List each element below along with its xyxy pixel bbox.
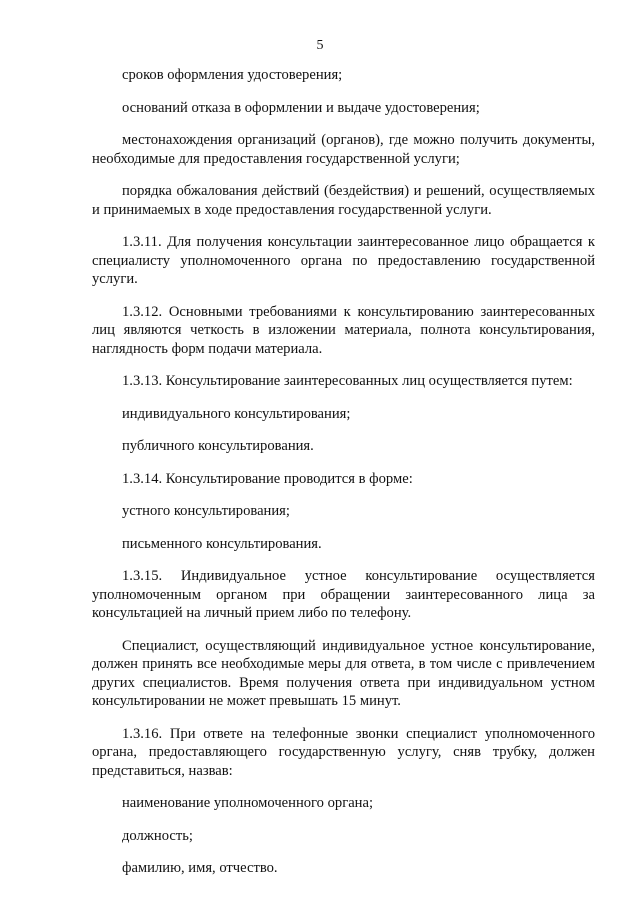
paragraph-1-3-14: 1.3.14. Консультирование проводится в форме:: [122, 470, 413, 487]
list-item: письменного консультирования.: [122, 535, 322, 552]
paragraph: Специалист, осуществляющий индивидуальное устное консультирование, должен принять все необходимые меры для ответа, в том числе с привлечением других специалистов. Время получения ответа при индивидуальном устном консультировании не может превышать 15 минут.: [92, 637, 595, 709]
list-item: оснований отказа в оформлении и выдаче удостоверения;: [122, 99, 480, 116]
document-body: [92, 66, 595, 892]
list-item: наименование уполномоченного органа;: [122, 795, 374, 811]
paragraph: порядка обжалования действий (бездействия) и решений, осуществляемых и принимаемых в ходе предоставления государственной услуги.: [92, 183, 595, 218]
paragraph-1-3-15: 1.3.15. Индивидуальное устное консультирование осуществляется уполномоченным органом при обращении заинтересованного лица за консультацией на личный прием либо по телефону.: [92, 568, 595, 621]
list-item: публичного консультирования.: [122, 438, 314, 454]
paragraph-1-3-16: 1.3.16. При ответе на телефонные звонки специалист уполномоченного органа, предоставляющего государственную услугу, сняв трубку, должен представиться, назвав:: [92, 725, 595, 779]
list-item: устного консультирования;: [122, 503, 290, 519]
list-item: индивидуального консультирования;: [122, 405, 351, 422]
page-number: 5: [316, 38, 324, 53]
paragraph-1-3-12: 1.3.12. Основными требованиями к консультированию заинтересованных лиц являются четкость в изложении материала, полнота консультирования, наглядность форм подачи материала.: [92, 303, 595, 357]
paragraph-1-3-13: 1.3.13. Консультирование заинтересованных лиц осуществляется путем:: [122, 373, 573, 389]
paragraph: местонахождения организаций (органов), где можно получить документы, необходимые для предоставления государственной услуги;: [92, 132, 595, 167]
paragraph-1-3-11: 1.3.11. Для получения консультации заинтересованное лицо обращается к специалисту уполномоченного органа по предоставлению государственной услуги.: [92, 234, 595, 287]
list-item: должность;: [122, 827, 193, 844]
list-item: сроков оформления удостоверения;: [122, 67, 343, 83]
list-item: фамилию, имя, отчество.: [122, 860, 278, 876]
